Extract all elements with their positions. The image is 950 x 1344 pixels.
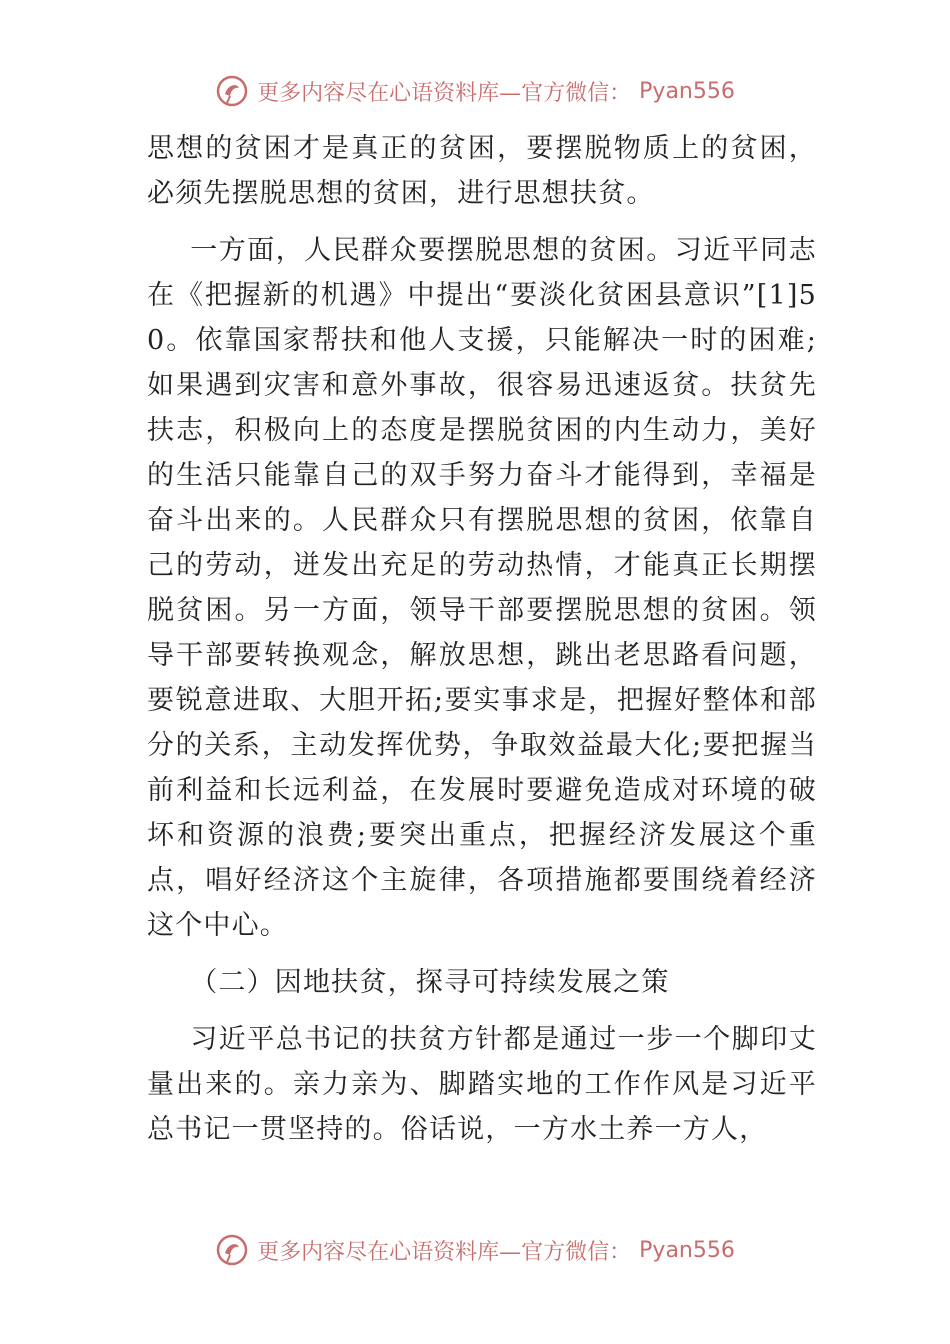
watermark-text: 更多内容尽在心语资料库—官方微信：: [257, 80, 632, 106]
section-heading: （二）因地扶贫，探寻可持续发展之策: [190, 967, 670, 998]
header-watermark: [0, 74, 950, 108]
paragraph-1: 思想的贫困才是真正的贫困，要摆脱物质上的贫困，必须先摆脱思想的贫困，进行思想扶贫。: [147, 133, 817, 209]
footer-watermark: [0, 1233, 950, 1267]
rose-logo-icon: [215, 1233, 249, 1267]
paragraph-3: 习近平总书记的扶贫方针都是通过一步一个脚印丈量出来的。亲力亲为、脚踏实地的工作作风是习近平总书记一贯坚持的。俗话说，一方水土养一方人，: [147, 1024, 817, 1145]
watermark-handle: Pyan556: [639, 78, 735, 104]
watermark-handle: Pyan556: [639, 1237, 735, 1263]
watermark-text: 更多内容尽在心语资料库—官方微信：: [257, 1239, 632, 1265]
document-body: [147, 126, 817, 1152]
paragraph-2: 一方面，人民群众要摆脱思想的贫困。习近平同志在《把握新的机遇》中提出“要淡化贫困县意识”[1]50。依靠国家帮扶和他人支援，只能解决一时的困难;如果遇到灾害和意外事故，很容易迅速返贫。扶贫先扶志，积极向上的态度是摆脱贫困的内生动力，美好的生活只能靠自己的双手努力奋斗才能得到，幸福是奋斗出来的。人民群众只有摆脱思想的贫困，依靠自己的劳动，迸发出充足的劳动热情，才能真正长期摆脱贫困。另一方面，领导干部要摆脱思想的贫困。领导干部要转换观念，解放思想，跳出老思路看问题，要锐意进取、大胆开拓;要实事求是，把握好整体和部分的关系，主动发挥优势，争取效益最大化;要把握当前利益和长远利益，在发展时要避免造成对环境的破坏和资源的浪费;要突出重点，把握经济发展这个重点，唱好经济这个主旋律，各项措施都要围绕着经济这个中心。: [147, 235, 817, 941]
rose-logo-icon: [215, 74, 249, 108]
